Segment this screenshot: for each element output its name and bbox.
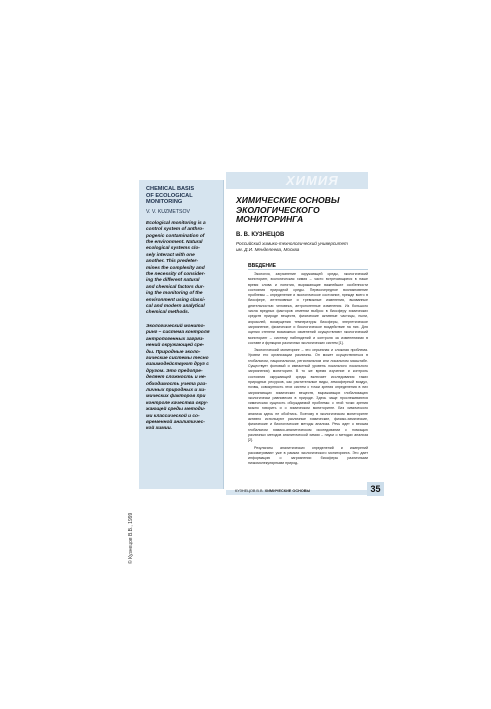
abstract-line: антропогенных загряз- <box>146 336 205 342</box>
article-title: ХИМИЧЕСКИЕ ОСНОВЫ ЭКОЛОГИЧЕСКОГО МОНИТОРИНГА <box>236 195 340 225</box>
abstract-line: нений окружающей сре- <box>146 343 205 349</box>
english-abstract-sidebar <box>139 180 224 489</box>
author-affiliation: Российский химико-технологический университет им. Д.И. Менделеева, Москва <box>236 241 348 252</box>
abstract-line: обходимость учета раз- <box>146 381 207 387</box>
abstract-line: кой химии. <box>146 426 172 432</box>
article-author: В. В. КУЗНЕЦОВ <box>236 232 285 238</box>
english-abstract <box>146 221 219 317</box>
section-label: ХИМИЯ <box>286 173 339 188</box>
abstract-line: environment using classi- <box>146 297 206 303</box>
paragraph: Экология, загрязнение окружающей среды, экологический мониторинг, экологическая химия – часто встречающиеся в наше время слова и понятия, выражающие важнейшие особенности состояния природной среды. Первоочередное возникновение проблемы – определение и экологическое состояние, прежде всего в биосфере, интенсивные и тревожные изменения, вызванные деятельностью человека, антропогенные изменения. Из большого числа вредных факторов отметим выброс в биосферу химических средств природе веществ, физические активные частицы, пыли, аэрозолей, возмущения температуры биосферы, энергетическое загрязнение, физическое и биологическое воздействие на них. Для оценки степени возможных изменений осуществляют экологический мониторинг – систему наблюдений и контроля за изменениями в составе и функциях различных экологических систем [1]. <box>248 272 368 345</box>
abstract-line: another. This predeter- <box>146 259 198 265</box>
abstract-line: ecological systems clo- <box>146 246 200 252</box>
abstract-line: контроле качества окру- <box>146 400 209 406</box>
abstract-line: the necessity of consider- <box>146 272 206 278</box>
paragraph: Экологический мониторинг – это серьезная и сложная проблема. Уровни его организации различны. Он может осуществляться в глобальном, национальном, региональном или локальном масштабе. Существует фоновый и импактный уровень локального локального загрязнения) мониторинг. В то же время изучение и контроль состояния окружающей среды включает исследования таких природных ресурсов, как растительные виды, атмосферный воздух, почвы, совокупность этих систем с точки зрения определения в них загрязняющих химических веществ, выражающих глобализацию экологически равновесия в природе. Здесь чаще прослеживаются химическая сущность обсуждаемой проблемы: с этой точки зрения можно говорить и о химическом мониторинге. Без химического анализа здесь не обойтись. Поэтому в экологическом мониторинге активно используют различные химические, физико-химические, физические и биологические методы анализа. Речь идет о весьма глобальном химико-аналитическом исследовании с помощью различных методов аналитической химии – науки о методах анализа [2]. <box>248 348 368 443</box>
abstract-line: мических факторов при <box>146 394 206 400</box>
abstract-line: control system of anthro- <box>146 227 204 233</box>
abstract-line: sely interact with one <box>146 252 195 258</box>
english-title: CHEMICAL BASIS OF ECOLOGICAL MONITORING <box>146 186 195 206</box>
abstract-line: ing the different natural <box>146 278 200 284</box>
section-heading: ВВЕДЕНИЕ <box>248 263 276 269</box>
abstract-line: Ecological monitoring is a <box>146 220 206 226</box>
paragraph: Результаты аналитических определений и измерений рассматривают уже в рамках экологического мониторинга. Это дает информацию о загрязнении биосферы различными низкомолекулярными природ- <box>248 445 368 466</box>
english-author: V. V. KUZMETSOV <box>146 208 191 215</box>
abstract-line: деляет сложность и не- <box>146 375 207 381</box>
abstract-line: другом. Это предопре- <box>146 368 203 374</box>
section-rule <box>248 269 368 270</box>
abstract-line: mines the complexity and <box>146 265 205 271</box>
running-head: КУЗНЕЦОВ В.В. ХИМИЧЕСКИЕ ОСНОВЫ <box>235 489 311 493</box>
abstract-line: взаимодействуют друг с <box>146 362 209 368</box>
abstract-line: pogenic contamination of <box>146 233 205 239</box>
abstract-line: ми классической и со- <box>146 413 200 419</box>
abstract-line: chemical methods. <box>146 310 190 316</box>
abstract-line: временной аналитичес- <box>146 419 205 425</box>
abstract-line: ды. Природные эколо- <box>146 349 201 355</box>
abstract-line: личных природных и хи- <box>146 387 206 393</box>
abstract-line: Экологический монито- <box>146 323 206 329</box>
abstract-line: and chemical factors dur- <box>146 284 205 290</box>
abstract-line: ing the monitoring of the <box>146 291 203 297</box>
russian-abstract <box>146 324 219 433</box>
page-number: 35 <box>367 482 384 496</box>
article-body <box>248 272 368 469</box>
abstract-line: гические системы тесно <box>146 355 209 361</box>
abstract-line: the environment. Natural <box>146 240 203 245</box>
copyright-notice: © Кузнецов В.В., 1999 <box>128 512 134 564</box>
abstract-line: жающей среды методи- <box>146 407 206 413</box>
abstract-line: cal and modern analytical <box>146 304 205 310</box>
abstract-line: ринг – система контроля <box>146 330 210 336</box>
